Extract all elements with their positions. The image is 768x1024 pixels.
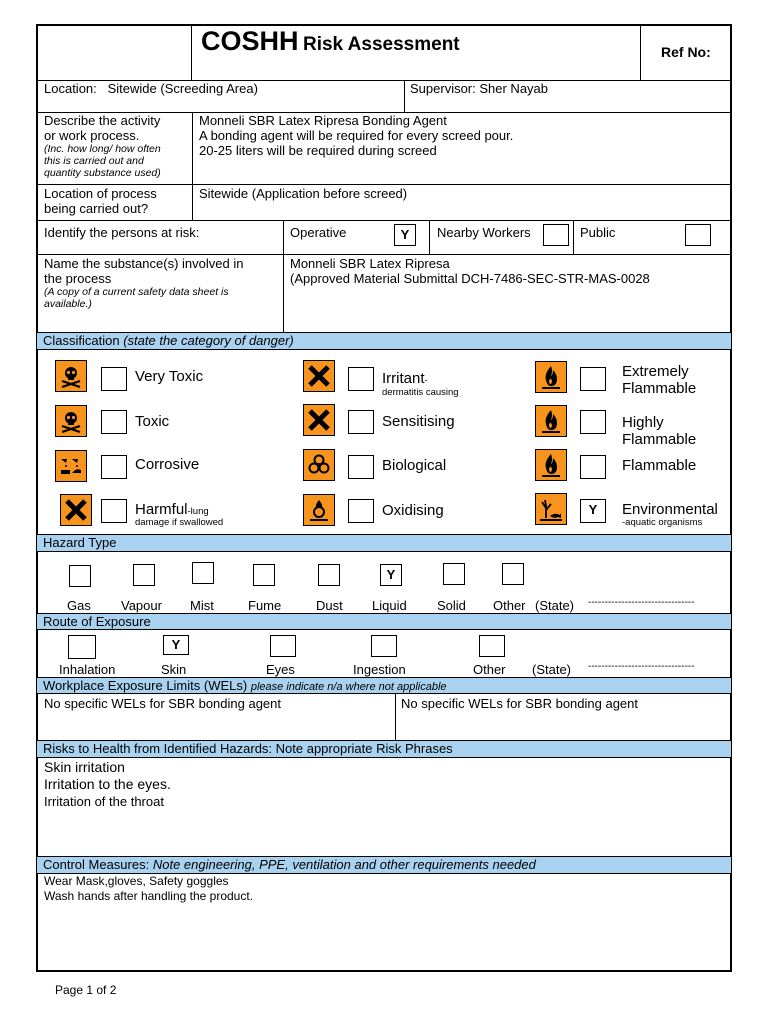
- solid-label: Solid: [437, 598, 466, 613]
- risks-heading: Risks to Health from Identified Hazards: Note appropriate Risk Phrases: [37, 740, 731, 758]
- classification-heading: Classification (state the category of danger): [37, 332, 731, 350]
- eyes-checkbox[interactable]: [270, 635, 296, 657]
- divider: [37, 184, 731, 185]
- route-state-line: --------------------------------: [588, 661, 695, 672]
- sensitising-label: Sensitising: [382, 413, 455, 430]
- route-heading: Route of Exposure: [37, 613, 731, 630]
- substance-value: Monneli SBR Latex Ripresa (Approved Material Submittal DCH-7486-SEC-STR-MAS-0028: [290, 256, 650, 286]
- skin-checkbox[interactable]: Y: [163, 635, 189, 655]
- process-location-value: Sitewide (Application before screed): [199, 186, 408, 201]
- solid-checkbox[interactable]: [443, 563, 465, 585]
- substance-label: Name the substance(s) involved in the process: [44, 256, 244, 286]
- environmental-checkbox[interactable]: Y: [580, 499, 606, 523]
- activity-label: Describe the activity or work process.: [44, 113, 161, 143]
- highly-flammable-label: Highly Flammable: [622, 414, 697, 448]
- hazard-type-heading: Hazard Type: [37, 534, 731, 552]
- environmental-label: Environmental: [622, 501, 718, 518]
- irritant-suffix: -: [424, 375, 428, 386]
- divider: [191, 24, 192, 80]
- other-hazard-label: Other: [493, 598, 526, 613]
- state-label: (State): [535, 598, 575, 613]
- inhalation-label: Inhalation: [59, 662, 116, 677]
- liquid-label: Liquid: [372, 598, 407, 613]
- biohazard-icon: [303, 449, 335, 481]
- inhalation-checkbox[interactable]: [68, 635, 96, 659]
- public-checkbox[interactable]: [685, 224, 711, 246]
- divider: [573, 220, 574, 254]
- flame-icon: [535, 361, 567, 393]
- very-toxic-checkbox[interactable]: [101, 367, 127, 391]
- harmful-label: Harmful-lung: [135, 501, 209, 518]
- biological-checkbox[interactable]: [348, 455, 374, 479]
- dust-label: Dust: [316, 598, 343, 613]
- biological-label: Biological: [382, 457, 447, 474]
- title-main: COSHH: [201, 26, 299, 56]
- nearby-workers-checkbox[interactable]: [543, 224, 569, 246]
- harmful-checkbox[interactable]: [101, 499, 127, 523]
- flammable-checkbox[interactable]: [580, 455, 606, 479]
- vapour-label: Vapour: [121, 598, 162, 613]
- environment-icon: [535, 493, 567, 525]
- flammable-label: Flammable: [622, 457, 697, 474]
- oxidising-checkbox[interactable]: [348, 499, 374, 523]
- toxic-checkbox[interactable]: [101, 410, 127, 434]
- highly-flammable-checkbox[interactable]: [580, 410, 606, 434]
- toxic-label: Toxic: [135, 413, 170, 430]
- flame-icon: [535, 405, 567, 437]
- activity-value: Monneli SBR Latex Ripresa Bonding Agent A bonding agent will be required for every screed pour. 20-25 liters will be required during screed: [199, 113, 514, 158]
- eyes-label: Eyes: [266, 662, 295, 677]
- route-state-label: (State): [532, 662, 572, 677]
- nearby-workers-label: Nearby Workers: [437, 225, 531, 240]
- vapour-checkbox[interactable]: [133, 564, 155, 586]
- fume-label: Fume: [248, 598, 282, 613]
- cross-icon: [303, 404, 335, 436]
- operative-label: Operative: [290, 225, 347, 240]
- persons-label: Identify the persons at risk:: [44, 225, 200, 240]
- flame-icon: [535, 449, 567, 481]
- skull-icon: [55, 405, 87, 437]
- harmful-suffix: -lung: [187, 506, 209, 517]
- wels-right: No specific WELs for SBR bonding agent: [401, 696, 639, 711]
- cross-icon: [303, 360, 335, 392]
- liquid-checkbox[interactable]: Y: [380, 564, 402, 586]
- harmful-sub: damage if swallowed: [135, 517, 224, 528]
- supervisor: Supervisor: Sher Nayab: [410, 81, 549, 96]
- gas-label: Gas: [67, 598, 91, 613]
- divider: [395, 694, 396, 740]
- control-text: Wear Mask,gloves, Safety goggles Wash hands after handling the product.: [44, 874, 254, 903]
- corrosive-checkbox[interactable]: [101, 455, 127, 479]
- location-label: Location: Sitewide (Screeding Area): [44, 81, 258, 96]
- corrosive-icon: [55, 450, 87, 482]
- extremely-flammable-checkbox[interactable]: [580, 367, 606, 391]
- skin-label: Skin: [161, 662, 187, 677]
- other-route-label: Other: [473, 662, 506, 677]
- other-hazard-checkbox[interactable]: [502, 563, 524, 585]
- title-sub: Risk Assessment: [302, 34, 460, 55]
- state-line: --------------------------------: [588, 597, 695, 608]
- ref-label: Ref No:: [661, 44, 711, 60]
- operative-checkbox[interactable]: Y: [394, 224, 416, 246]
- divider: [37, 254, 731, 255]
- process-location-label: Location of process being carried out?: [44, 186, 157, 216]
- location-value: Sitewide (Screeding Area): [107, 81, 258, 96]
- oxidising-icon: [303, 494, 335, 526]
- other-route-checkbox[interactable]: [479, 635, 505, 657]
- extremely-flammable-label: Extremely Flammable: [622, 363, 697, 397]
- substance-note: (A copy of a current safety data sheet is available.): [44, 286, 229, 310]
- divider: [283, 220, 284, 332]
- public-label: Public: [580, 225, 616, 240]
- risks-text: Skin irritation Irritation to the eyes. Irritation of the throat: [44, 759, 171, 809]
- skull-icon: [55, 360, 87, 392]
- wels-heading: Workplace Exposure Limits (WELs) please indicate n/a where not applicable: [37, 677, 731, 694]
- divider: [404, 80, 405, 112]
- irritant-label: Irritant-: [382, 370, 428, 387]
- divider: [640, 24, 641, 80]
- mist-checkbox[interactable]: [192, 562, 214, 584]
- environmental-sub: -aquatic organisms: [622, 517, 703, 528]
- ingestion-checkbox[interactable]: [371, 635, 397, 657]
- divider: [192, 112, 193, 220]
- ingestion-label: Ingestion: [353, 662, 406, 677]
- fume-checkbox[interactable]: [253, 564, 275, 586]
- cross-icon: [60, 494, 92, 526]
- very-toxic-label: Very Toxic: [135, 368, 204, 385]
- divider: [429, 220, 430, 254]
- control-heading: Control Measures: Note engineering, PPE, ventilation and other requirements needed: [37, 856, 731, 874]
- divider: [37, 220, 731, 221]
- activity-note: (Inc. how long/ how often this is carried out and quantity substance used): [44, 143, 161, 179]
- gas-checkbox[interactable]: [69, 565, 91, 587]
- sensitising-checkbox[interactable]: [348, 410, 374, 434]
- dust-checkbox[interactable]: [318, 564, 340, 586]
- irritant-sub: dermatitis causing: [382, 387, 459, 398]
- irritant-checkbox[interactable]: [348, 367, 374, 391]
- page-number: Page 1 of 2: [55, 983, 117, 997]
- page-title: [201, 26, 460, 57]
- mist-label: Mist: [190, 598, 214, 613]
- corrosive-label: Corrosive: [135, 456, 200, 473]
- oxidising-label: Oxidising: [382, 502, 444, 519]
- wels-left: No specific WELs for SBR bonding agent: [44, 696, 282, 711]
